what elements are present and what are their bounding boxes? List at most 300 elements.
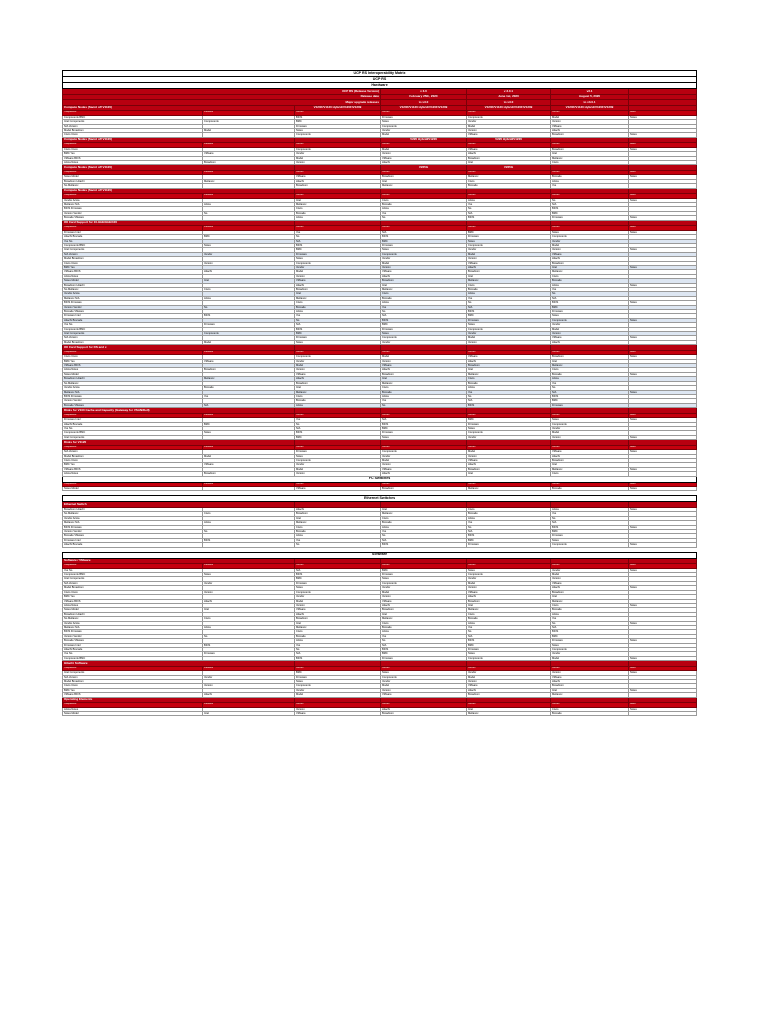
version-cell: Yes bbox=[551, 184, 629, 188]
version-cell: Hitachi bbox=[467, 595, 551, 599]
row-label: Model Broadcom bbox=[63, 586, 203, 590]
notes-cell: Notes bbox=[629, 586, 697, 590]
notes-cell: Notes bbox=[629, 301, 697, 305]
row-label: Broadcom Hitachi bbox=[63, 283, 203, 287]
interoperability-matrix bbox=[62, 70, 696, 716]
row-label: Arista Notes bbox=[63, 603, 203, 607]
version-cell: Components bbox=[467, 115, 551, 119]
version-cell: Notes bbox=[551, 314, 629, 318]
version-cell: Mellanox bbox=[467, 487, 551, 491]
row-label: BIOS Firmware bbox=[63, 207, 203, 211]
version-cell: Vendor bbox=[381, 586, 467, 590]
version-cell: Hitachi bbox=[467, 152, 551, 156]
row-label: Intel Components bbox=[63, 120, 203, 124]
version-header-label: UCP RS (Release Version) bbox=[63, 89, 381, 95]
version-cell: Version bbox=[381, 152, 467, 156]
row-label: N/A Version bbox=[63, 124, 203, 128]
column-header-cell: Notes bbox=[629, 111, 697, 115]
row-label: Hitachi Brocade bbox=[63, 647, 203, 651]
column-header-cell: Notes bbox=[629, 143, 697, 147]
version-cell: BIOS bbox=[467, 310, 551, 314]
column-header-cell: Version bbox=[551, 194, 629, 198]
version-cell: Notes bbox=[381, 671, 467, 675]
row-subcomponent: N/A bbox=[203, 403, 295, 407]
version-cell: Hitachi bbox=[551, 257, 629, 261]
row-subcomponent: VMware bbox=[203, 359, 295, 363]
version-cell: Cisco bbox=[551, 161, 629, 165]
version-cell: Yes bbox=[381, 211, 467, 215]
version-header-value: February 25th, 2020 bbox=[381, 94, 467, 100]
version-cell: Arista bbox=[467, 292, 551, 296]
version-cell: Mellanox bbox=[381, 512, 467, 516]
section-header-title: Software / VMware bbox=[63, 558, 295, 564]
row-label: Cisco Cisco bbox=[63, 590, 203, 594]
row-subcomponent: Notes bbox=[203, 243, 295, 247]
version-cell: BIOS bbox=[381, 647, 467, 651]
row-label: Version Vendor bbox=[63, 530, 203, 534]
version-cell: BMC bbox=[295, 332, 381, 336]
row-subcomponent: Firmware bbox=[203, 323, 295, 327]
version-cell: VMware bbox=[467, 684, 551, 688]
version-cell: Notes bbox=[467, 652, 551, 656]
notes-cell: Notes bbox=[629, 525, 697, 529]
version-cell: Yes bbox=[381, 530, 467, 534]
version-cell: Arista bbox=[551, 377, 629, 381]
row-label: N/A Version bbox=[63, 450, 203, 454]
version-cell: Model bbox=[295, 364, 381, 368]
notes-cell: Notes bbox=[629, 336, 697, 340]
version-cell: Intel bbox=[295, 198, 381, 202]
version-cell: BMC bbox=[381, 426, 467, 430]
version-cell: Hitachi bbox=[381, 161, 467, 165]
version-cell: Hitachi bbox=[551, 454, 629, 458]
version-cell: Firmware bbox=[381, 431, 467, 435]
version-cell: VMware bbox=[295, 712, 381, 716]
version-cell: Intel bbox=[467, 472, 551, 476]
section-header-cell: V120F/V1120 Hybrid/V120F/V1209 bbox=[467, 105, 551, 111]
version-cell: BMC bbox=[295, 248, 381, 252]
notes-cell: Notes bbox=[629, 603, 697, 607]
version-cell: Components bbox=[295, 133, 381, 137]
row-subcomponent: BMC bbox=[203, 422, 295, 426]
row-subcomponent: Cisco bbox=[203, 287, 295, 291]
section-header-title: Compute Nodes (Sacnt off V1120) bbox=[63, 105, 295, 111]
version-cell: Version bbox=[295, 274, 381, 278]
version-cell: Mellanox bbox=[381, 184, 467, 188]
row-label: Arista Notes bbox=[63, 472, 203, 476]
row-label: Mellanox N/A bbox=[63, 521, 203, 525]
version-cell: Intel bbox=[551, 688, 629, 692]
row-label: Hitachi Brocade bbox=[63, 543, 203, 547]
version-cell: BMC bbox=[551, 211, 629, 215]
version-cell: Components bbox=[295, 458, 381, 462]
row-label: Arista Notes bbox=[63, 707, 203, 711]
version-cell: No bbox=[467, 301, 551, 305]
row-subcomponent: Yes bbox=[203, 394, 295, 398]
notes-cell: Notes bbox=[629, 372, 697, 376]
version-cell: Arista bbox=[381, 630, 467, 634]
version-cell: Firmware bbox=[467, 235, 551, 239]
version-cell: Mellanox bbox=[551, 364, 629, 368]
version-cell: Broadcom bbox=[381, 279, 467, 283]
row-subcomponent: BIOS bbox=[203, 314, 295, 318]
row-subcomponent: Notes bbox=[203, 573, 295, 577]
version-cell: BMC bbox=[551, 530, 629, 534]
version-cell: Firmware bbox=[551, 403, 629, 407]
version-cell: BIOS bbox=[551, 207, 629, 211]
version-header-label: Major upgrade releases bbox=[63, 100, 381, 106]
row-label: Cisco Cisco bbox=[63, 261, 203, 265]
version-cell: Brocade bbox=[467, 512, 551, 516]
version-cell: Arista bbox=[551, 508, 629, 512]
version-cell: VMware bbox=[551, 252, 629, 256]
row-label: Cisco Cisco bbox=[63, 458, 203, 462]
column-header-cell: Version bbox=[551, 350, 629, 354]
column-header-cell: Components bbox=[63, 482, 203, 486]
row-subcomponent: No bbox=[203, 211, 295, 215]
version-cell: BMC bbox=[295, 577, 381, 581]
section-header-title: Compute Nodes (Sacnt off V1120) bbox=[63, 188, 295, 194]
version-cell: Yes bbox=[381, 305, 467, 309]
version-cell: BMC bbox=[295, 435, 381, 439]
version-cell: Intel bbox=[295, 292, 381, 296]
version-cell: Cisco bbox=[295, 301, 381, 305]
version-cell: Intel bbox=[381, 377, 467, 381]
version-cell: Hitachi bbox=[381, 368, 467, 372]
row-label: Hitachi Brocade bbox=[63, 235, 203, 239]
version-cell: Hitachi bbox=[295, 508, 381, 512]
version-cell: Arista bbox=[551, 283, 629, 287]
version-cell: Components bbox=[467, 327, 551, 331]
version-cell: No bbox=[381, 310, 467, 314]
row-label: No Mellanox bbox=[63, 381, 203, 385]
version-cell: BMC bbox=[467, 643, 551, 647]
version-cell: Firmware bbox=[381, 243, 467, 247]
version-cell: Broadcom bbox=[551, 355, 629, 359]
notes-cell: Notes bbox=[629, 175, 697, 179]
version-cell: Notes bbox=[467, 568, 551, 572]
version-cell: BIOS bbox=[295, 115, 381, 119]
column-header-cell: Version bbox=[551, 143, 629, 147]
version-cell: BMC bbox=[551, 399, 629, 403]
column-header-cell: Components bbox=[63, 226, 203, 230]
row-label: Components BMC bbox=[63, 573, 203, 577]
column-header-cell: Version bbox=[467, 226, 551, 230]
row-label: Yes No bbox=[63, 426, 203, 430]
version-cell: Hitachi bbox=[295, 612, 381, 616]
version-cell: BIOS bbox=[551, 301, 629, 305]
row-label: VMware BIOS bbox=[63, 693, 203, 697]
row-subcomponent: Vendor bbox=[203, 252, 295, 256]
version-cell: Cisco bbox=[551, 368, 629, 372]
version-cell: Cisco bbox=[295, 630, 381, 634]
row-label: No Mellanox bbox=[63, 617, 203, 621]
version-cell: Notes bbox=[551, 418, 629, 422]
version-cell: VMware bbox=[467, 458, 551, 462]
version-cell: N/A bbox=[295, 239, 381, 243]
version-cell: BIOS bbox=[551, 525, 629, 529]
version-cell: Vendor bbox=[551, 323, 629, 327]
version-cell: Cisco bbox=[467, 377, 551, 381]
version-cell: VMware bbox=[381, 270, 467, 274]
row-label: Model Broadcom bbox=[63, 454, 203, 458]
version-cell: Version bbox=[467, 680, 551, 684]
version-cell: Hitachi bbox=[551, 586, 629, 590]
row-label: Notes Model bbox=[63, 175, 203, 179]
version-cell: BMC bbox=[551, 634, 629, 638]
version-cell: Intel bbox=[381, 283, 467, 287]
column-header-cell: Version bbox=[295, 703, 381, 707]
row-label: Broadcom Hitachi bbox=[63, 377, 203, 381]
column-header-cell: Notes bbox=[629, 194, 697, 198]
version-cell: Cisco bbox=[295, 525, 381, 529]
version-cell: Vendor bbox=[381, 129, 467, 133]
version-cell: Version bbox=[295, 161, 381, 165]
version-cell: Hitachi bbox=[467, 463, 551, 467]
row-label: Firmware Intel bbox=[63, 538, 203, 542]
version-cell: Firmware bbox=[295, 450, 381, 454]
version-cell: Brocade bbox=[295, 634, 381, 638]
row-subcomponent: Hitachi bbox=[203, 270, 295, 274]
row-label: Yes No bbox=[63, 323, 203, 327]
hardware-section-title-cell: Hardware bbox=[63, 83, 697, 89]
notes-cell: Notes bbox=[629, 147, 697, 151]
version-cell: Version bbox=[381, 688, 467, 692]
column-header-cell: Notes bbox=[629, 413, 697, 417]
version-cell: Cisco bbox=[295, 394, 381, 398]
software-section-title-cell: Software bbox=[63, 552, 697, 558]
notes-cell: Notes bbox=[629, 508, 697, 512]
version-cell: Notes bbox=[381, 435, 467, 439]
version-header-value: to v3.0.1 bbox=[551, 100, 629, 106]
row-label: No Mellanox bbox=[63, 184, 203, 188]
version-cell: Brocade bbox=[551, 175, 629, 179]
version-header-value: to v3.0 bbox=[381, 100, 467, 106]
column-header-cell: Notes bbox=[629, 226, 697, 230]
row-label: Cisco Cisco bbox=[63, 355, 203, 359]
row-label: Notes Model bbox=[63, 279, 203, 283]
version-cell: Firmware bbox=[381, 573, 467, 577]
version-cell: Firmware bbox=[381, 656, 467, 660]
column-header-cell: Version bbox=[551, 666, 629, 670]
version-cell: No bbox=[467, 207, 551, 211]
version-cell: Intel bbox=[381, 612, 467, 616]
version-cell: Arista bbox=[381, 394, 467, 398]
version-cell: Components bbox=[551, 647, 629, 651]
version-cell: Yes bbox=[467, 390, 551, 394]
row-label: Version Vendor bbox=[63, 305, 203, 309]
row-subcomponent: Version bbox=[203, 684, 295, 688]
version-cell: Components bbox=[295, 684, 381, 688]
version-cell: VMware bbox=[295, 372, 381, 376]
notes-cell: Notes bbox=[629, 133, 697, 137]
section-header-cell: V220 Hybrid/V1220 bbox=[467, 137, 551, 143]
version-cell: BIOS bbox=[551, 630, 629, 634]
row-label: Broadcom Hitachi bbox=[63, 179, 203, 183]
version-cell: Notes bbox=[381, 332, 467, 336]
version-cell: Model bbox=[381, 458, 467, 462]
version-cell: BIOS bbox=[467, 534, 551, 538]
version-cell: Components bbox=[381, 124, 467, 128]
row-subcomponent: No bbox=[203, 530, 295, 534]
version-cell: Cisco bbox=[381, 516, 467, 520]
version-cell: Version bbox=[551, 248, 629, 252]
notes-cell: Notes bbox=[629, 418, 697, 422]
version-cell: Arista bbox=[467, 198, 551, 202]
version-cell: Firmware bbox=[295, 124, 381, 128]
version-cell: Hitachi bbox=[381, 603, 467, 607]
version-cell: Intel bbox=[467, 161, 551, 165]
version-cell: Version bbox=[295, 368, 381, 372]
column-header-cell: Version bbox=[381, 350, 467, 354]
version-cell: Arista bbox=[551, 179, 629, 183]
row-label: Cisco Cisco bbox=[63, 147, 203, 151]
version-cell: Notes bbox=[295, 129, 381, 133]
version-cell: Arista bbox=[381, 301, 467, 305]
version-cell: Broadcom bbox=[295, 381, 381, 385]
version-cell: BIOS bbox=[295, 327, 381, 331]
version-cell: BIOS bbox=[381, 235, 467, 239]
version-cell: Model bbox=[467, 252, 551, 256]
version-cell: Hitachi bbox=[381, 707, 467, 711]
version-cell: Components bbox=[467, 431, 551, 435]
version-header-value: to v3.0 bbox=[467, 100, 551, 106]
version-cell: Mellanox bbox=[295, 203, 381, 207]
column-header-cell: Version bbox=[381, 194, 467, 198]
section-header-title: I/O Card Support for 10-GbE/GbE/100 bbox=[63, 220, 295, 226]
section-header-title: Hitachi Software bbox=[63, 661, 295, 667]
row-label: Notes Model bbox=[63, 372, 203, 376]
version-cell: Broadcom bbox=[467, 599, 551, 603]
row-subcomponent: VMware bbox=[203, 152, 295, 156]
version-cell: Vendor bbox=[295, 359, 381, 363]
row-label: Hitachi Brocade bbox=[63, 422, 203, 426]
section-header-cell: V120F/V1120 Hybrid/V120F/V1209 bbox=[295, 105, 381, 111]
row-label: Components BMC bbox=[63, 431, 203, 435]
row-label: N/A Version bbox=[63, 675, 203, 679]
version-cell: Mellanox bbox=[381, 381, 467, 385]
row-subcomponent: BIOS bbox=[203, 643, 295, 647]
version-cell: Components bbox=[381, 336, 467, 340]
version-cell: Intel bbox=[551, 265, 629, 269]
version-cell: N/A bbox=[551, 296, 629, 300]
version-cell: Model bbox=[467, 336, 551, 340]
version-cell: Yes bbox=[295, 314, 381, 318]
version-cell: BMC bbox=[467, 230, 551, 234]
version-cell: Broadcom bbox=[467, 467, 551, 471]
column-header-cell: Components bbox=[63, 445, 203, 449]
version-cell: Intel bbox=[295, 516, 381, 520]
section-header-cell: V225G bbox=[381, 165, 467, 171]
row-label: Components BMC bbox=[63, 656, 203, 660]
row-label: VMware BIOS bbox=[63, 156, 203, 160]
row-subcomponent: Components bbox=[203, 120, 295, 124]
row-subcomponent: Arista bbox=[203, 203, 295, 207]
version-cell: Vendor bbox=[295, 152, 381, 156]
column-header-cell: Version bbox=[467, 413, 551, 417]
version-cell: No bbox=[381, 216, 467, 220]
row-label: Notes Model bbox=[63, 608, 203, 612]
version-cell: Model bbox=[467, 124, 551, 128]
version-cell: N/A bbox=[551, 203, 629, 207]
row-subcomponent: Mellanox bbox=[203, 179, 295, 183]
section-header-title: Disks for V1120 bbox=[63, 440, 295, 446]
row-label: Version Vendor bbox=[63, 634, 203, 638]
version-cell: Vendor bbox=[467, 435, 551, 439]
version-cell: N/A bbox=[295, 426, 381, 430]
column-header-cell: Version bbox=[551, 482, 629, 486]
version-cell: Notes bbox=[295, 680, 381, 684]
version-header-value: v 3.0 bbox=[381, 89, 467, 95]
row-label: Brocade VMware bbox=[63, 310, 203, 314]
row-label: Mellanox N/A bbox=[63, 390, 203, 394]
notes-cell: Notes bbox=[629, 435, 697, 439]
column-header-cell: Components bbox=[63, 111, 203, 115]
version-cell: N/A bbox=[467, 634, 551, 638]
version-cell: BIOS bbox=[295, 431, 381, 435]
version-cell: Yes bbox=[295, 230, 381, 234]
version-cell: Broadcom bbox=[467, 270, 551, 274]
version-cell: Mellanox bbox=[381, 617, 467, 621]
version-cell: N/A bbox=[551, 625, 629, 629]
version-header-value: v 3.0.1 bbox=[467, 89, 551, 95]
column-header-cell: Version bbox=[381, 666, 467, 670]
version-cell: Components bbox=[467, 243, 551, 247]
row-label: BMC Yes bbox=[63, 463, 203, 467]
row-label: Vendor Arista bbox=[63, 516, 203, 520]
row-label: Model Broadcom bbox=[63, 257, 203, 261]
section-header-cell: V120F/V1120 Hybrid/V120F/V1209 bbox=[381, 105, 467, 111]
version-cell: Model bbox=[551, 656, 629, 660]
row-label: VMware BIOS bbox=[63, 467, 203, 471]
version-cell: No bbox=[381, 639, 467, 643]
column-header-cell: Version bbox=[381, 482, 467, 486]
column-header-cell: Version bbox=[295, 564, 381, 568]
version-cell: VMware bbox=[295, 487, 381, 491]
document-title-cell: UCP RS Interoperability Matrix bbox=[63, 71, 697, 77]
version-cell: Firmware bbox=[295, 581, 381, 585]
row-label: Firmware Intel bbox=[63, 643, 203, 647]
document-subtitle-cell: UCP RS bbox=[63, 77, 697, 83]
version-cell: Broadcom bbox=[381, 608, 467, 612]
version-cell: Yes bbox=[295, 538, 381, 542]
version-cell: Vendor bbox=[295, 463, 381, 467]
column-header-cell: Components bbox=[63, 666, 203, 670]
row-label: BMC Yes bbox=[63, 688, 203, 692]
section-header-cell: V220 Hybrid/V1220 bbox=[381, 137, 467, 143]
row-label: Vendor Arista bbox=[63, 292, 203, 296]
version-cell: VMware bbox=[551, 581, 629, 585]
version-cell: Model bbox=[381, 355, 467, 359]
notes-cell: Notes bbox=[629, 390, 697, 394]
row-label: Model Broadcom bbox=[63, 340, 203, 344]
row-label: Notes Model bbox=[63, 712, 203, 716]
column-header-cell: Version bbox=[381, 413, 467, 417]
version-cell: Notes bbox=[295, 454, 381, 458]
version-cell: Components bbox=[467, 573, 551, 577]
notes-cell: Notes bbox=[629, 115, 697, 119]
version-cell: Brocade bbox=[381, 390, 467, 394]
row-label: Intel Components bbox=[63, 332, 203, 336]
version-cell: Mellanox bbox=[467, 712, 551, 716]
version-cell: Arista bbox=[295, 310, 381, 314]
row-label: Version Vendor bbox=[63, 399, 203, 403]
version-cell: Cisco bbox=[467, 612, 551, 616]
version-cell: Firmware bbox=[467, 543, 551, 547]
version-cell: Intel bbox=[467, 274, 551, 278]
column-header-cell: Components bbox=[63, 350, 203, 354]
column-header-cell: Components bbox=[63, 703, 203, 707]
